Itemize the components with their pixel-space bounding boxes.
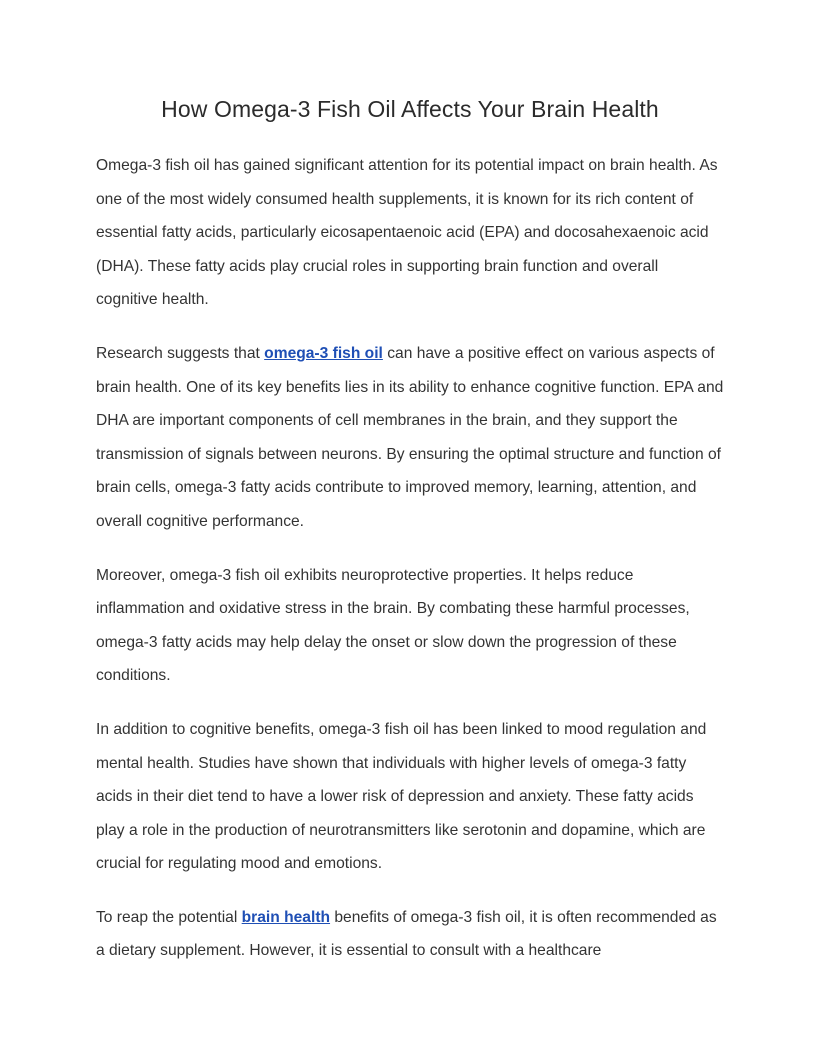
paragraph-1: Omega-3 fish oil has gained significant attention for its potential impact on brain health. As one of the most widely consumed health supplements, it is known for its rich content of essential fatty acids, particularly eicosapentaenoic acid (EPA) and docosahexaenoic acid (DHA). These fatty acids play crucial roles in supporting brain function and overall cognitive health. [96,157,718,309]
paragraph-2-text-after-link: can have a positive effect on various aspects of brain health. One of its key benefits lies in its ability to enhance cognitive function. EPA and DHA are important components of cell membranes in the brain, and they support the transmission of signals between neurons. By ensuring the optimal structure and function of brain cells, omega-3 fatty acids contribute to improved memory, learning, attention, and overall cognitive performance. [96,344,724,530]
paragraph-5 [96,901,724,968]
paragraph-2 [96,337,724,539]
paragraph-4: In addition to cognitive benefits, omega-3 fish oil has been linked to mood regulation and mental health. Studies have shown that individuals with higher levels of omega-3 fatty acids in their diet tend to have a lower risk of depression and anxiety. These fatty acids play a role in the production of neurotransmitters like serotonin and dopamine, which are crucial for regulating mood and emotions. [96,720,707,873]
document-page [96,92,724,988]
paragraph-5-text-before-link: To reap the potential [96,908,242,926]
paragraph-2-text-before-link: Research suggests that [96,344,265,362]
paragraph-3: Moreover, omega-3 fish oil exhibits neuroprotective properties. It helps reduce inflammation and oxidative stress in the brain. By combating these harmful processes, omega-3 fatty acids may help delay the onset or slow down the progression of these conditions. [96,566,690,685]
omega-3-fish-oil-link[interactable]: omega-3 fish oil [264,344,383,362]
brain-health-link[interactable]: brain health [241,908,331,926]
paragraph-5-text-after-link: benefits of omega-3 fish oil, it is often recommended as a dietary supplement. However, it is essential to consult with a healthcare [96,908,717,960]
document-title: How Omega-3 Fish Oil Affects Your Brain Health [161,96,659,122]
